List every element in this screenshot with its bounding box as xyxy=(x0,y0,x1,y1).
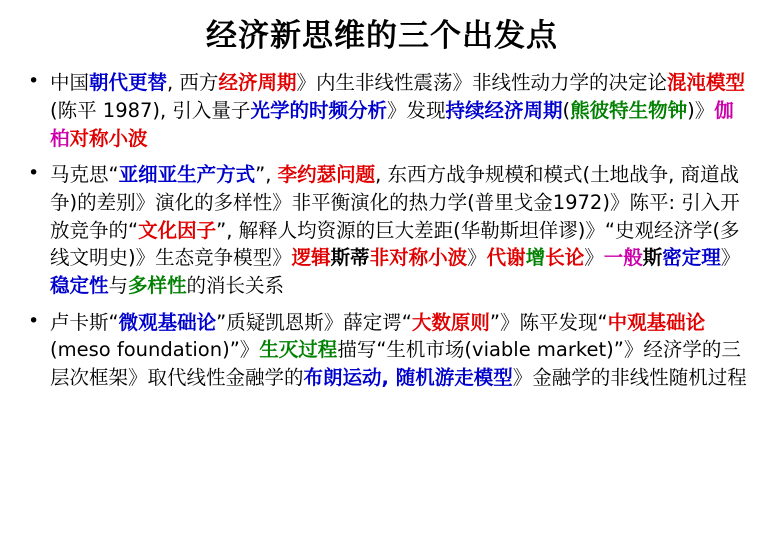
text-run: 长论 xyxy=(545,246,585,270)
text-run: 代谢 xyxy=(486,246,526,270)
text-run: 李约瑟问题 xyxy=(277,163,376,187)
text-run: 与 xyxy=(108,274,129,297)
text-run: 亚细亚生产方式 xyxy=(118,163,256,187)
text-run: 》 xyxy=(720,246,741,270)
text-run: ”》陈平发现“ xyxy=(489,310,608,334)
text-run: 一般 xyxy=(603,246,643,270)
slide xyxy=(0,18,764,559)
text-run: 》 xyxy=(584,246,604,270)
text-run: 卢卡斯“ xyxy=(50,310,119,334)
text-run: 经济周期 xyxy=(218,71,297,95)
text-run: 》 xyxy=(467,246,487,270)
list-item xyxy=(26,161,750,299)
text-run: 逻辑 xyxy=(291,246,331,270)
text-run: , 东西方战争规模和模式(土地战争, 商道战争)的差别》演化的多样性》非平衡演化的热力学(普里戈金1972)》陈平: 引入开放竞争的“ xyxy=(50,163,740,242)
text-run: 中国 xyxy=(50,71,90,95)
text-run: 朝代更替 xyxy=(89,71,168,95)
page-title: 经济新思维的三个出发点 xyxy=(206,18,558,54)
text-run: 中观基础论 xyxy=(607,310,706,334)
text-run: 多样性 xyxy=(128,274,187,297)
text-run: 混沌模型 xyxy=(666,71,745,95)
text-run: , 西方 xyxy=(167,71,219,95)
text-run: (陈平 1987), 引入量子 xyxy=(50,98,251,122)
text-run: 》金融学的非线性随机过程 xyxy=(512,366,747,390)
text-run: 》发现 xyxy=(386,98,446,122)
text-run: 微观基础论 xyxy=(118,310,217,334)
text-run: 斯 xyxy=(642,246,663,270)
text-run: ( xyxy=(562,98,571,122)
text-run: )》 xyxy=(687,98,715,122)
text-run: ”, xyxy=(255,163,278,187)
text-run: ”, 解释人均资源的巨大差距(华勒斯坦佯谬)》“史观经济学(多线文明史)》生态竞争模型》 xyxy=(50,218,740,270)
text-run: 非对称小波 xyxy=(369,246,468,270)
text-run: 斯蒂 xyxy=(330,246,370,270)
text-run: ”质疑凯恩斯》薛定谔“ xyxy=(216,310,412,334)
text-run: 伽柏 xyxy=(50,98,734,150)
text-run: 》内生非线性震荡》非线性动力学的决定论 xyxy=(296,71,667,95)
text-run: 大数原则 xyxy=(411,310,490,334)
text-run: 稳定性 xyxy=(50,274,109,297)
text-run: 熊彼特生物钟 xyxy=(570,98,688,122)
text-run: (meso foundation)”》 xyxy=(50,338,260,362)
text-run: 文化因子 xyxy=(138,218,217,242)
text-run: 生灭过程 xyxy=(259,338,338,362)
text-run: 光学的时频分析 xyxy=(250,98,387,122)
text-run: 的消长关系 xyxy=(186,274,285,297)
text-run: 增 xyxy=(525,246,546,270)
text-run: 马克思“ xyxy=(50,163,119,187)
text-run: 密定理 xyxy=(662,246,721,270)
text-run: 对称小波 xyxy=(69,126,148,150)
list-item xyxy=(26,309,750,392)
text-run: 持续经济周期 xyxy=(445,98,563,122)
list-item xyxy=(26,69,750,152)
text-run: 描写“生机市场(viable market)”》经济学的三层次框架》取代线性金融学的 xyxy=(50,338,741,390)
text-run: 布朗运动, 随机游走模型 xyxy=(303,366,513,390)
bullet-list xyxy=(0,69,764,392)
